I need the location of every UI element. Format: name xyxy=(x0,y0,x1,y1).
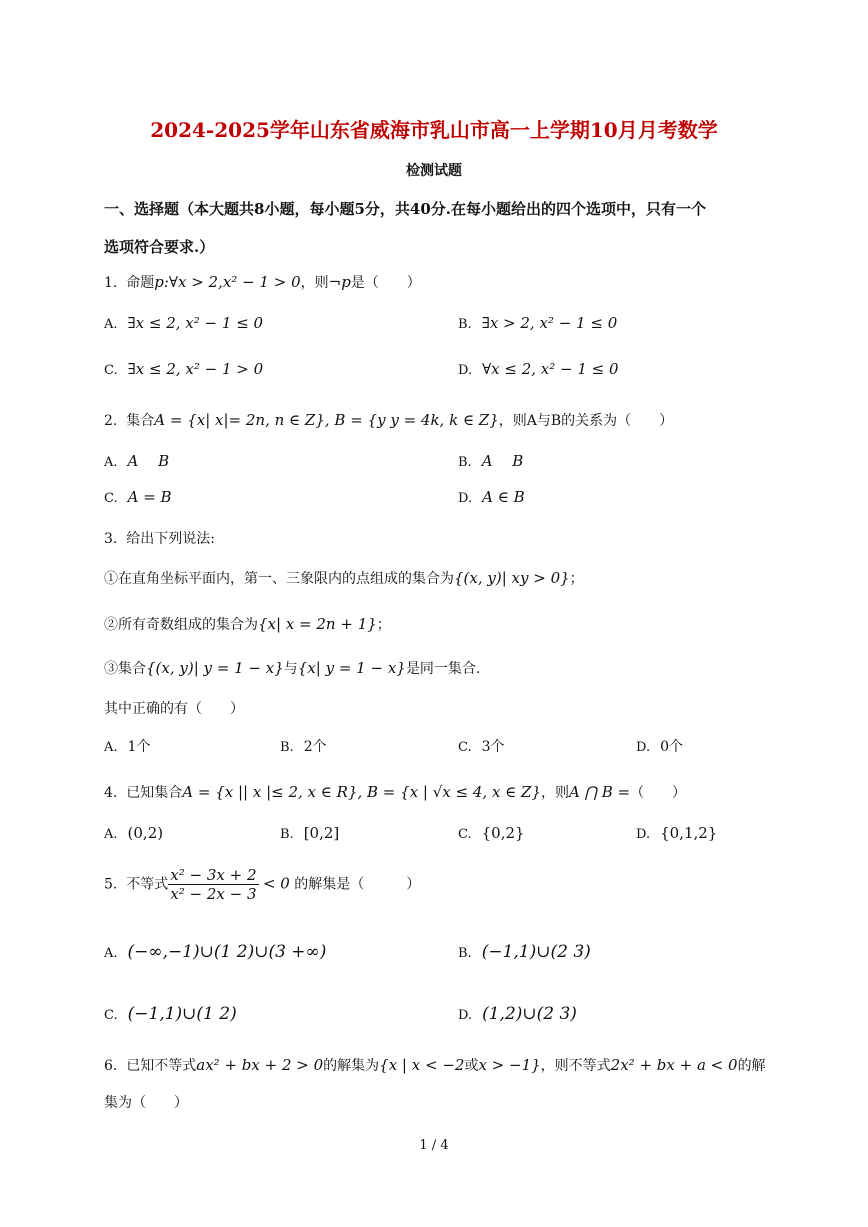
question-text: 的解集是（ ） xyxy=(294,876,421,893)
option-d xyxy=(458,360,619,378)
statement-text: 与 xyxy=(283,661,298,677)
option-math: A = B xyxy=(127,488,172,506)
option-math: {0,1,2} xyxy=(660,824,718,842)
option-text: 0个 xyxy=(660,739,684,755)
question-text: 的解 xyxy=(737,1058,766,1074)
option-label: A. xyxy=(104,740,118,755)
question-math: < 0 xyxy=(262,874,290,893)
option-b xyxy=(280,736,327,756)
option-c xyxy=(104,360,263,378)
statement-text: ①在直角坐标平面内，第一、三象限内的点组成的集合为 xyxy=(104,571,454,587)
option-text: 1个 xyxy=(127,739,151,755)
option-label: C. xyxy=(104,1008,118,1023)
option-math: (−1,1)∪(1 2) xyxy=(127,1004,237,1024)
question-6-continuation: 集为（ ） xyxy=(104,1095,188,1111)
question-math: x > −1} xyxy=(478,1056,541,1074)
option-label: C. xyxy=(458,827,472,842)
option-math: ∃x ≤ 2, x² − 1 > 0 xyxy=(127,360,264,378)
option-math: [0,2] xyxy=(303,824,340,842)
option-d xyxy=(458,488,525,506)
question-text: ，则A与B的关系为（ ） xyxy=(498,413,674,429)
question-text: 已知不等式 xyxy=(126,1058,197,1074)
fraction-numerator: x² − 3x + 2 xyxy=(170,866,257,884)
question-1 xyxy=(104,272,421,292)
question-math: {x | x < −2 xyxy=(379,1056,465,1074)
statement-text: ③集合 xyxy=(104,661,146,677)
question-text: 命题 xyxy=(126,275,155,291)
option-label: D. xyxy=(458,1008,473,1023)
question-math: A ⋂ B = xyxy=(569,783,631,801)
option-math: A B xyxy=(481,452,524,470)
option-math: {0,2} xyxy=(481,824,525,842)
statement-text: ； xyxy=(569,571,584,587)
statement-math: {x| x = 2n + 1} xyxy=(258,615,377,633)
question-prompt: 其中正确的有（ ） xyxy=(104,701,244,717)
question-text: ，则 xyxy=(541,785,570,801)
question-text: 集合 xyxy=(126,413,155,429)
option-math: (−1,1)∪(2 3) xyxy=(481,942,591,962)
question-text: 的解集为 xyxy=(323,1058,380,1074)
option-b xyxy=(458,942,591,962)
option-a xyxy=(104,736,150,756)
question-number: 3. xyxy=(104,531,118,547)
statement-text: 是同一集合. xyxy=(405,661,481,677)
page-subtitle: 检测试题 xyxy=(406,163,462,179)
question-number: 5. xyxy=(104,876,118,893)
option-label: B. xyxy=(280,827,294,842)
option-label: C. xyxy=(104,491,118,506)
statement-math: {(x, y)| y = 1 − x} xyxy=(146,659,284,677)
question-number: 2. xyxy=(104,413,118,429)
option-b xyxy=(458,314,617,332)
option-c xyxy=(104,488,172,506)
option-math: ∃x ≤ 2, x² − 1 ≤ 0 xyxy=(127,314,264,332)
option-a xyxy=(104,824,163,842)
option-b xyxy=(458,450,523,471)
option-label: A. xyxy=(104,455,118,470)
question-math: 2x² + bx + a < 0 xyxy=(610,1056,738,1074)
option-label: B. xyxy=(458,317,472,332)
question-text: 已知集合 xyxy=(126,785,183,801)
option-b xyxy=(280,824,339,842)
option-math: (0,2) xyxy=(127,824,164,842)
option-math: A B xyxy=(127,452,170,470)
option-label: A. xyxy=(104,827,118,842)
question-math: A = {x| x|= 2n, n ∈ Z}, B = {y y = 4k, k ∈ Z} xyxy=(154,411,499,429)
statement-text: ； xyxy=(376,617,391,633)
question-math: p:∀x > 2,x² − 1 > 0 xyxy=(154,273,301,291)
question-text: ，则不等式 xyxy=(540,1058,611,1074)
option-label: C. xyxy=(458,740,472,755)
option-label: A. xyxy=(104,946,118,961)
option-c xyxy=(458,736,505,756)
option-label: D. xyxy=(458,363,473,378)
option-a xyxy=(104,314,263,332)
question-6 xyxy=(104,1055,766,1075)
statement-1 xyxy=(104,568,584,588)
section-heading-line2: 选项符合要求.） xyxy=(104,238,215,256)
statement-2 xyxy=(104,614,391,634)
option-label: D. xyxy=(636,827,651,842)
question-2 xyxy=(104,410,673,430)
question-text: ，则 xyxy=(300,275,329,291)
question-number: 1. xyxy=(104,275,118,291)
option-c xyxy=(458,824,525,842)
option-d xyxy=(636,736,683,756)
option-label: B. xyxy=(280,740,294,755)
option-a xyxy=(104,942,326,962)
option-a xyxy=(104,450,169,471)
question-5 xyxy=(104,866,420,903)
statement-math: {x| y = 1 − x} xyxy=(297,659,406,677)
question-text: 给出下列说法: xyxy=(126,531,215,547)
question-text: 或 xyxy=(464,1058,479,1074)
question-number: 6. xyxy=(104,1058,118,1074)
option-text: 2个 xyxy=(303,739,327,755)
question-text: （ ） xyxy=(630,785,687,801)
option-label: B. xyxy=(458,455,472,470)
option-math: ∀x ≤ 2, x² − 1 ≤ 0 xyxy=(482,360,619,378)
option-label: A. xyxy=(104,317,118,332)
option-math: (−∞,−1)∪(1 2)∪(3 +∞) xyxy=(127,942,327,962)
page-number: 1 / 4 xyxy=(419,1138,449,1153)
fraction xyxy=(168,866,258,903)
statement-text: ②所有奇数组成的集合为 xyxy=(104,617,258,633)
fraction-denominator: x² − 2x − 3 xyxy=(170,885,257,903)
question-math: ax² + bx + 2 > 0 xyxy=(196,1056,324,1074)
question-text: 是（ ） xyxy=(350,275,421,291)
option-d xyxy=(458,1004,577,1024)
option-label: D. xyxy=(636,740,651,755)
option-c xyxy=(104,1004,237,1024)
section-heading-line1: 一、选择题（本大题共8小题，每小题5分，共40分.在每小题给出的四个选项中，只有一个 xyxy=(104,200,706,218)
question-4 xyxy=(104,782,686,802)
question-text: 不等式 xyxy=(126,876,169,893)
option-label: D. xyxy=(458,491,473,506)
option-label: C. xyxy=(104,363,118,378)
statement-3 xyxy=(104,658,480,678)
question-number: 4. xyxy=(104,785,118,801)
question-3 xyxy=(104,528,215,548)
option-label: B. xyxy=(458,946,472,961)
option-math: (1,2)∪(2 3) xyxy=(482,1004,577,1024)
option-math: A ∈ B xyxy=(482,488,525,506)
option-d xyxy=(636,824,717,842)
page-title: 2024-2025学年山东省威海市乳山市高一上学期10月月考数学 xyxy=(150,118,718,142)
option-text: 3个 xyxy=(481,739,505,755)
question-math: A = {x || x |≤ 2, x ∈ R}, B = {x | √x ≤ 4, x ∈ Z} xyxy=(182,783,542,801)
option-math: ∃x > 2, x² − 1 ≤ 0 xyxy=(481,314,618,332)
question-math: ¬p xyxy=(328,273,351,291)
statement-math: {(x, y)| xy > 0} xyxy=(454,569,570,587)
